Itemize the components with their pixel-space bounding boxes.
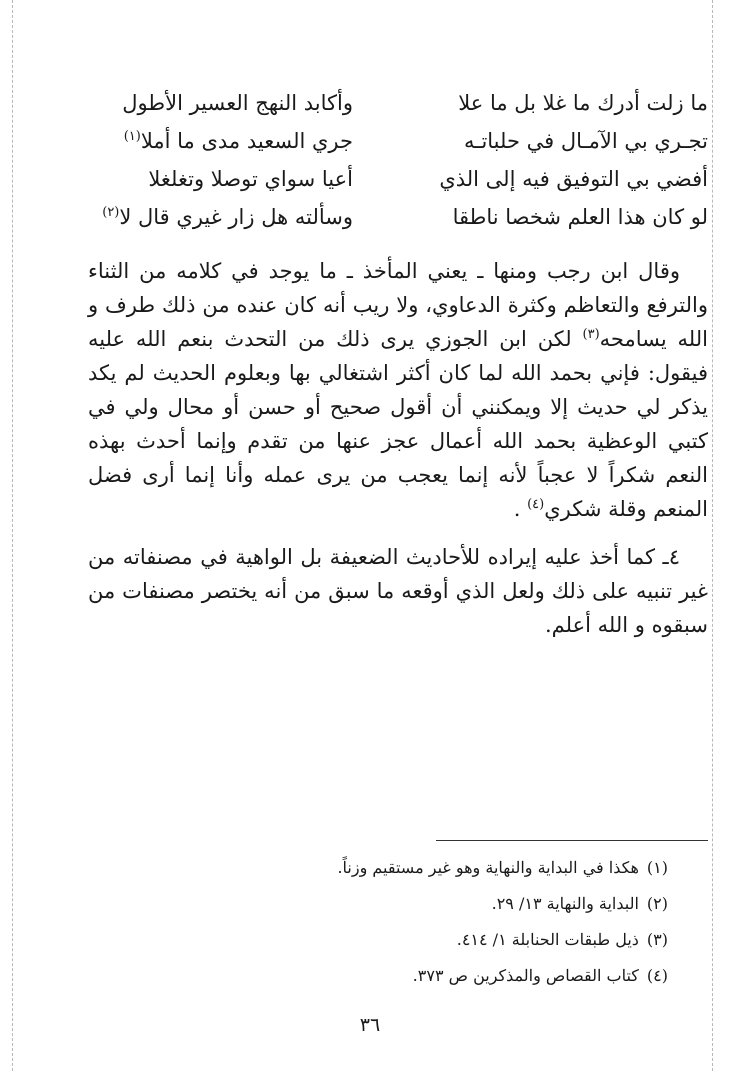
- verse: [88, 198, 708, 236]
- footnote: [260, 886, 668, 922]
- hemistich-text: جري السعيد مدى ما أملا: [140, 129, 353, 153]
- paragraph-text: لكن ابن الجوزي يرى ذلك من التحدث بنعم الله عليه فيقول: فإني بحمد الله لما كان أكثر اشتغالي بها وبعلوم الحديث لم يكد يذكر لي حديث إلا ويمكنني أن أقول صحيح أو حسن أو محال ولي في كتبي الوعظية بحمد الله أعمال عجز عنها من تقدم وإنما أحدث بهذه النعم شكراً لا عجباً لأنه إنما يعجب من يرى عمله وأنا إنما أرى فضل المنعم وقلة شكري: [88, 327, 708, 521]
- footnote-ref: (٤): [527, 497, 545, 512]
- footnote-text: البداية والنهاية ١٣/ ٢٩.: [491, 894, 639, 913]
- footnote-ref: (١): [123, 129, 141, 144]
- verse-first-hemistich: أفضي بي التوفيق فيه إلى الذي: [439, 167, 708, 191]
- footnote-text: ذيل طبقات الحنابلة ١/ ٤١٤.: [456, 930, 639, 949]
- footnote-number: (١): [646, 858, 668, 877]
- footnote-text: كتاب القصاص والمذكرين ص ٣٧٣.: [412, 966, 639, 985]
- hemistich-text: أعيا سواي توصلا وتغلغلا: [148, 167, 353, 191]
- footnote-number: (٢): [646, 894, 668, 913]
- verse-first-hemistich: لو كان هذا العلم شخصا ناطقا: [452, 205, 708, 229]
- verse: [88, 122, 708, 160]
- scan-edge-right: [712, 0, 713, 1071]
- footnote: [260, 958, 668, 994]
- footnote-number: (٤): [646, 966, 668, 985]
- paragraph-text: وقال ابن رجب ومنها ـ يعني المأخذ ـ ما يوجد في كلامه من الثناء والترفع والتعاظم وكثرة الدعاوي، ولا ريب أنه كان عنده من ذلك طرف و الله يسامحه: [88, 259, 708, 351]
- verse: [88, 84, 708, 122]
- hemistich-text: وسألته هل زار غيري قال لا: [119, 205, 353, 229]
- verse: [88, 160, 708, 198]
- footnote: [260, 922, 668, 958]
- verse-first-hemistich: ما زلت أدرك ما غلا بل ما علا: [458, 91, 708, 115]
- verse-second-hemistich: [88, 205, 353, 229]
- hemistich-text: وأكابد النهج العسير الأطول: [122, 91, 353, 115]
- paragraph-text: .: [513, 497, 528, 521]
- paragraph-text: ٤ـ كما أخذ عليه إيراده للأحاديث الضعيفة بل الواهية في مصنفاته من غير تنبيه على ذلك ولعل الذي أوقعه ما سبق من أنه يختصر مصنفات من سبقوه و الله أعلم.: [88, 545, 708, 637]
- footnote-number: (٣): [646, 930, 668, 949]
- footnote-ref: (٢): [102, 205, 120, 220]
- poem: [88, 84, 708, 236]
- verse-second-hemistich: [88, 91, 353, 115]
- book-page: [88, 84, 708, 642]
- footnote-text: هكذا في البداية والنهاية وهو غير مستقيم وزناً.: [337, 858, 639, 877]
- scan-edge-left: [12, 0, 13, 1071]
- verse-first-hemistich: تجـري بي الآمـال في حلباتـه: [464, 129, 708, 153]
- page-number: ٣٦: [359, 1014, 381, 1036]
- verse-second-hemistich: [88, 167, 353, 191]
- verse-second-hemistich: [88, 129, 353, 153]
- paragraph-ibn-rajab: [88, 254, 708, 526]
- footnote: [260, 850, 668, 886]
- footnote-separator: [436, 840, 708, 841]
- footnotes: [260, 850, 668, 994]
- footnote-ref: (٣): [582, 327, 600, 342]
- paragraph-weak-hadith: [88, 540, 708, 642]
